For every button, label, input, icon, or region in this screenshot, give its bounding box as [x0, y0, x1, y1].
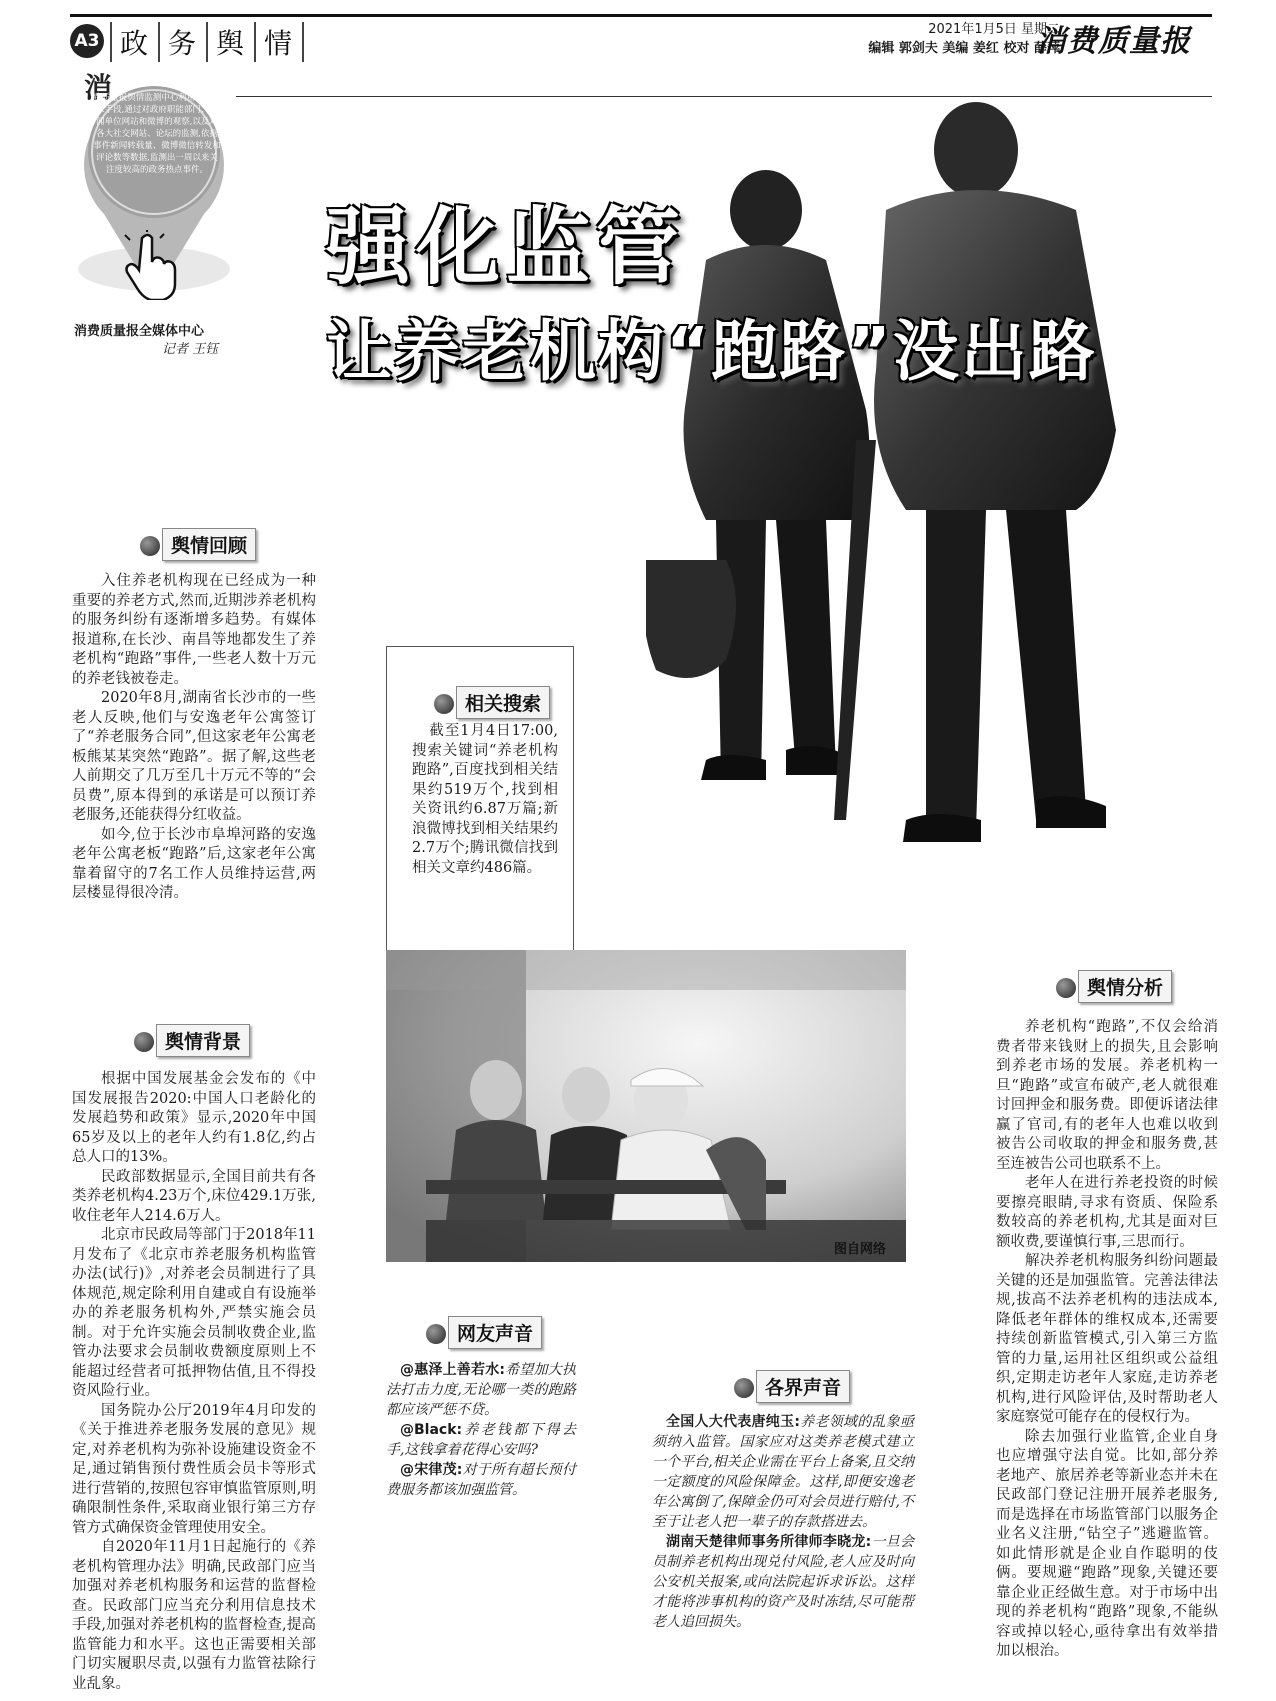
paragraph: 北京市民政局等部门于2018年11月发布了《北京市养老服务机构监管办法(试行)》,对养老会员制进行了具体规范,规定除利用自建或自有设施举办的养老服务机构外,严禁实施会员制。对于允许实施会员制收费企业,监管办法要求会员制收费额度原则上不能超过经营者可抵押物估值,且不得投资风险行业。	[72, 1227, 316, 1399]
analysis-text	[996, 1018, 1218, 1662]
commenter-name: @Black:	[400, 1422, 463, 1438]
paragraph: 入住养老机构现在已经成为一种重要的养老方式,然而,近期涉养老机构的服务纠纷有逐渐增多趋势。有媒体报道称,在长沙、南昌等地都发生了养老机构“跑路”事件,一些老人数十万元的养老钱被卷走。	[72, 573, 316, 687]
monitor-description: 费质量报舆情监测中心利用专业技术手段,通过对政府职能部门、新闻单位网站和微博的观察,以及对各大社交网站、论坛的监测,依据事件新闻转载量、微博微信转发和评论数等数据,监测出一周以来关注度较高的政务热点事件。	[93, 93, 221, 175]
expert-comment: 全国人大代表唐纯玉:养老领域的乱象亟须纳入监管。国家应对这类养老模式建立一个平台,相关企业需在平台上备案,且交纳一定额度的风险保障金。这样,即便安逸老年公寓倒了,保障金仍可对会员进行赔付,不至于让老人把一辈子的存款搭进去。	[652, 1414, 915, 1530]
paragraph: 截至1月4日17:00,搜索关键词“养老机构跑路”,百度找到相关结果约519万个,找到相关资讯约6.87万篇;新浪微博找到相关结果约2.7万个;腾讯微信找到相关文章约486篇。	[412, 723, 558, 876]
paragraph: 根据中国发展基金会发布的《中国发展报告2020:中国人口老龄化的发展趋势和政策》显示,2020年中国65岁及以上的老年人约有1.8亿,约占总人口的13%。	[72, 1071, 316, 1165]
paragraph: 民政部数据显示,全国目前共有各类养老机构4.23万个,床位429.1万张,收住老年人214.6万人。	[72, 1168, 316, 1224]
commenter-name: @宋律茂:	[400, 1462, 463, 1478]
elderly-group-photo	[386, 950, 906, 1262]
bullet-dot-icon	[1056, 978, 1076, 998]
elderly-couple-photo	[646, 60, 1212, 880]
bullet-dot-icon	[140, 536, 160, 556]
expert-voices	[652, 1412, 914, 1632]
netizen-comment: @Black:养老钱都下得去手,这钱拿着花得心安吗?	[386, 1422, 576, 1458]
search-text	[412, 722, 558, 878]
netizen-comments	[386, 1360, 576, 1500]
section-char: 舆	[206, 22, 254, 62]
section-char: 政	[110, 22, 158, 62]
expert-name: 湖南天楚律师事务所律师李晓龙:	[666, 1534, 872, 1550]
paragraph: 除去加强行业监管,企业自身也应增强守法自觉。比如,部分养老地产、旅居养老等新业态并未在民政部门登记注册开展养老服务,而是选择在市场监管部门以服务企业名义注册,“钻空子”逃避监管。如此情形就是企业自作聪明的伎俩。要规避“跑路”现象,关键还要靠企业正经做生意。对于市场中出现的养老机构“跑路”现象,不能纵容或掉以轻心,亟待拿出有效举措加以根治。	[996, 1428, 1218, 1659]
reporter-byline: 记者 王钰	[162, 342, 219, 357]
bullet-dot-icon	[426, 1324, 446, 1344]
section-label-netizens: 网友声音	[448, 1316, 542, 1349]
review-text	[72, 572, 316, 904]
paragraph: 如今,位于长沙市阜埠河路的安逸老年公寓老板“跑路”后,这家老年公寓靠着留守的7名工作人员维持运营,两层楼显得很冷清。	[72, 826, 316, 901]
paragraph: 养老机构“跑路”,不仅会给消费者带来钱财上的损失,且会影响到养老市场的发展。养老机构一旦“跑路”或宣布破产,老人就很难讨回押金和服务费。即便诉诸法律赢了官司,有的老年人也难以收到被告公司收取的押金和服务费,甚至连被告公司也联系不上。	[996, 1019, 1218, 1172]
section-label-voices: 各界声音	[756, 1370, 850, 1403]
commenter-name: @惠泽上善若水:	[400, 1362, 505, 1378]
expert-name: 全国人大代表唐纯玉:	[666, 1414, 800, 1430]
pin-badge-char: 消	[84, 71, 113, 104]
page-number-badge: A3	[70, 24, 104, 58]
paragraph: 国务院办公厅2019年4月印发的《关于推进养老服务发展的意见》规定,对养老机构为弥补设施建设资金不足,通过销售预付费性质会员卡等形式进行营销的,按照包容审慎监管原则,明确限制性条件,采取商业银行第三方存管方式确保资金管理使用安全。	[72, 1402, 316, 1536]
section-name	[110, 22, 304, 62]
paragraph: 老年人在进行养老投资的时候要擦亮眼睛,寻求有资质、保险系数较高的养老机构,尤其是面对巨额收费,要谨慎行事,三思而行。	[996, 1175, 1218, 1250]
section-char: 情	[254, 22, 304, 62]
paragraph: 自2020年11月1日起施行的《养老机构管理办法》明确,民政部门应当加强对养老机构服务和运营的监督检查。民政部门应当充分利用信息技术手段,加强对养老机构的监督检查,提高监管能力和水平。这也正需要相关部门切实履职尽责,以强有力监管祛除行业乱象。	[72, 1539, 316, 1692]
editors-credit: 编辑 郭剑夫 美编 姜红 校对 薛萍	[868, 41, 1060, 56]
paragraph: 2020年8月,湖南省长沙市的一些老人反映,他们与安逸老年公寓签订了“养老服务合同”,但这家老年公寓老板熊某某突然“跑路”。据了解,这些老人前期交了几万至几十万元不等的“会员费”,原本得到的承诺是可以预订养老服务,还能获得分红收益。	[72, 690, 316, 823]
hand-click-icon	[120, 230, 180, 300]
headline-main: 强化监管	[326, 198, 687, 296]
photo-credit: 图自网络	[834, 1242, 887, 1257]
paragraph: 解决养老机构服务纠纷问题最关键的还是加强监管。完善法律法规,拔高不法养老机构的违法成本,降低老年群体的维权成本,还需要持续创新监管模式,引入第三方监管的力量,运用社区组织或公益组织,定期走访老年人家庭,走访养老机构,进行风险评估,及时帮助老人家庭察觉可能存在的侵权行为。	[996, 1253, 1218, 1425]
headline-sub: 让养老机构“跑路”没出路	[326, 313, 1097, 390]
bullet-dot-icon	[434, 694, 454, 714]
background-text	[72, 1070, 316, 1694]
expert-comment: 湖南天楚律师事务所律师李晓龙:一旦会员制养老机构出现兑付风险,老人应及时向公安机关报案,或向法院起诉求诉讼。这样才能将涉事机构的资产及时冻结,尽可能帮老人追回损失。	[652, 1534, 914, 1630]
section-label-review: 舆情回顾	[162, 528, 256, 561]
issue-date: 2021年1月5日 星期二	[928, 22, 1060, 37]
netizen-comment: @惠泽上善若水:希望加大执法打击力度,无论哪一类的跑路都应该严惩不贷。	[386, 1362, 576, 1418]
netizen-comment: @宋律茂:对于所有超长预付费服务都该加强监管。	[386, 1462, 576, 1498]
bullet-dot-icon	[134, 1032, 154, 1052]
section-label-background: 舆情背景	[156, 1024, 250, 1057]
newspaper-masthead: 消费质量报	[1036, 24, 1191, 59]
media-center-name: 消费质量报全媒体中心	[74, 324, 205, 339]
section-label-search: 相关搜索	[456, 686, 550, 719]
section-label-analysis: 舆情分析	[1078, 970, 1172, 1003]
section-char: 务	[158, 22, 206, 62]
bullet-dot-icon	[734, 1378, 754, 1398]
